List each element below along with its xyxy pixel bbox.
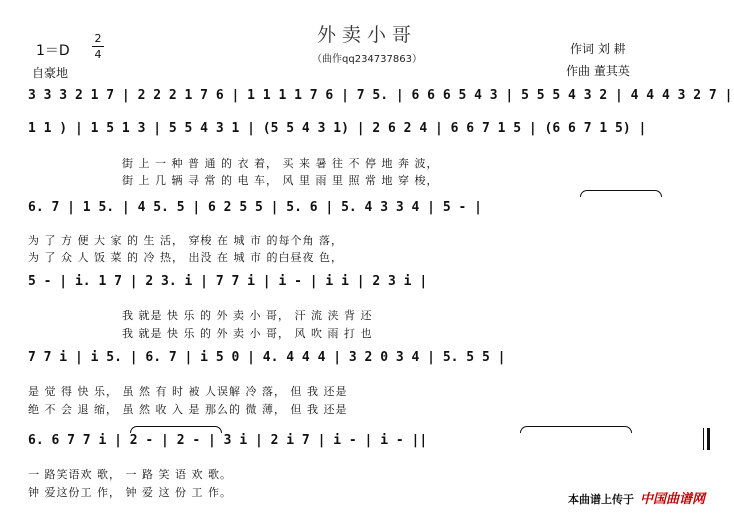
tie-arc <box>580 190 662 197</box>
lyrics-row-6-verse-1: 一 路笑语欢 歌， 一 路 笑 语 欢 歌。 <box>28 468 232 481</box>
upload-source-text: 本曲谱上传于 <box>568 493 634 506</box>
final-barline-thin <box>703 428 704 450</box>
final-barline-thick <box>707 428 710 450</box>
lyrics-row-5-verse-1: 是 觉 得 快 乐， 虽 然 有 时 被 人误解 冷 落， 但 我 还是 <box>28 385 348 398</box>
lyricist-credit: 作词 刘 耕 <box>570 42 626 56</box>
key-signature: 1＝D <box>36 43 70 59</box>
expression-marking: 自豪地 <box>32 66 69 80</box>
notation-row-3: 6. 7 | 1 5. | 4 5. 5 | 6 2 5 5 | 5. 6 | 5. 4 3 3 4 | 5 - | <box>28 200 482 215</box>
notation-row-1: 3 3 3 2 1 7 | 2 2 2 1 7 6 | 1 1 1 1 7 6 | 7 5. | 6 6 6 5 4 3 | 5 5 5 4 3 2 | 4 4 4 3 2 7 | <box>28 88 733 103</box>
notation-row-2: 1 1 ) | 1 5 1 3 | 5 5 4 3 1 | (5 5 4 3 1) | 2 6 2 4 | 6 6 7 1 5 | (6 6 7 1 5) | <box>28 121 647 136</box>
lyrics-row-5-verse-2: 绝 不 会 退 缩， 虽 然 收 入 是 那么的 微 薄， 但 我 还是 <box>28 403 348 416</box>
meter-bottom: 4 <box>94 48 102 61</box>
lyrics-row-3-verse-2: 为 了 众 人 饭 菜 的 冷 热， 出没 在 城 市 的白昼夜 色， <box>28 251 343 264</box>
notation-row-5: 7 7 i | i 5. | 6. 7 | i 5 0 | 4. 4 4 4 | 3 2 0 3 4 | 5. 5 5 | <box>28 350 506 365</box>
lyrics-row-2-verse-1: 街 上 一 种 普 通 的 衣 着， 买 来 暑 往 不 停 地 奔 波， <box>122 157 439 170</box>
lyrics-row-2-verse-2: 街 上 几 辆 寻 常 的 电 车， 风 里 雨 里 照 常 地 穿 梭， <box>122 174 439 187</box>
meter-top: 2 <box>94 32 102 45</box>
song-title: 外卖小哥 <box>316 24 417 46</box>
notation-row-6: 6. 6 7 7 i | 2 - | 2 - | 3 i | 2 i 7 | i - | i - || <box>28 433 428 448</box>
lyrics-row-6-verse-2: 钟 爱这份工 作， 钟 爱 这 份 工 作。 <box>28 486 232 499</box>
composer-credit: 作曲 董其英 <box>566 64 630 78</box>
logo-text: 中国曲谱网 <box>640 492 706 507</box>
tie-arc <box>130 426 222 433</box>
tie-arc <box>520 426 632 433</box>
song-subtitle: （曲作qq234737863） <box>312 54 422 65</box>
time-signature <box>92 32 104 61</box>
lyrics-row-3-verse-1: 为 了 方 便 大 家 的 生 活， 穿梭 在 城 市 的每个角 落， <box>28 234 343 247</box>
site-logo[interactable] <box>640 488 705 507</box>
lyrics-row-4-verse-1: 我 就是 快 乐 的 外 卖 小 哥， 汗 流 浃 背 还 <box>122 309 373 322</box>
lyrics-row-4-verse-2: 我 就是 快 乐 的 外 卖 小 哥， 风 吹 雨 打 也 <box>122 327 373 340</box>
notation-row-4: 5 - | i. 1 7 | 2 3. i | 7 7 i | i - | i i | 2 3 i | <box>28 274 428 289</box>
